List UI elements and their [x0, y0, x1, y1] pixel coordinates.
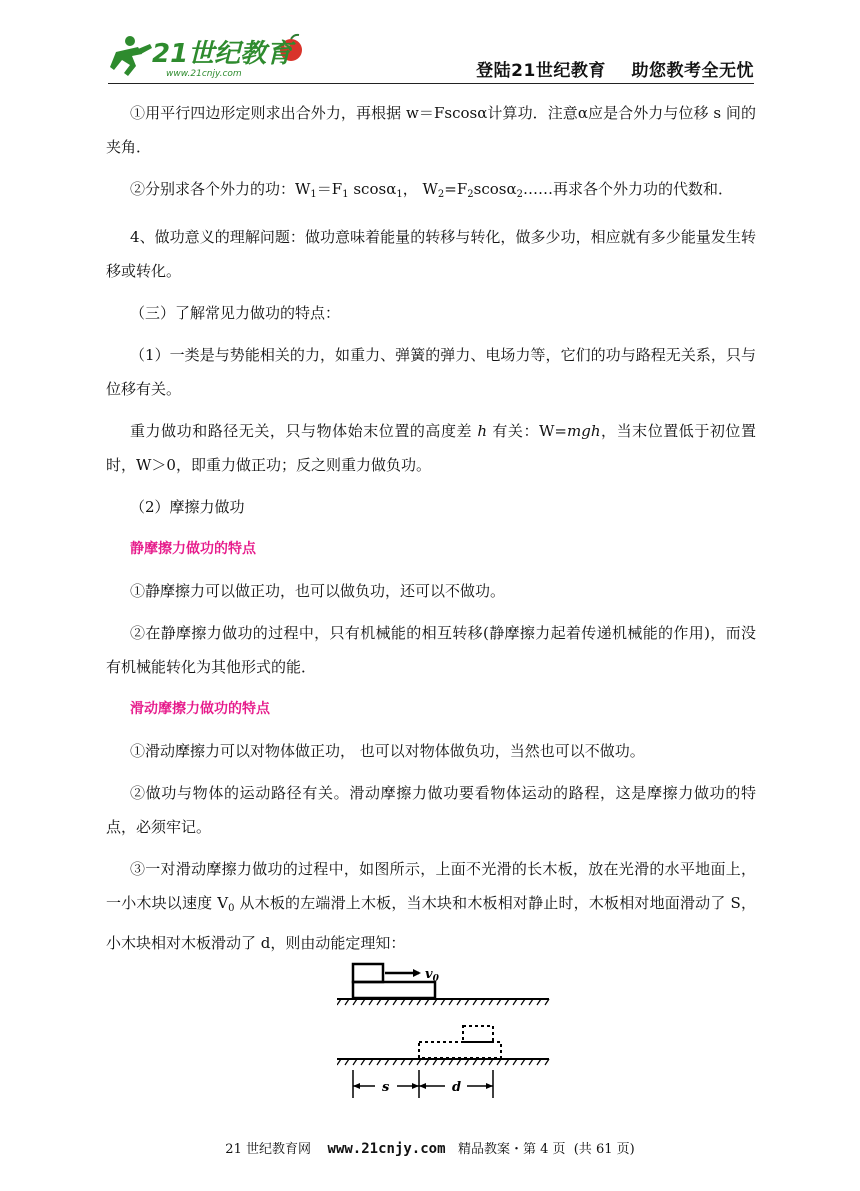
velocity-label: $v_0$	[425, 967, 439, 984]
footer-url[interactable]: www.21cnjy.com	[327, 1141, 446, 1157]
logo-text: 21世纪教育	[152, 39, 293, 69]
paragraph-static-friction-1: ①静摩擦力可以做正功，也可以做负功，还可以不做功。	[130, 582, 506, 600]
heading-static-friction: 静摩擦力做功的特点	[130, 541, 256, 557]
site-logo	[108, 32, 308, 80]
header-divider	[108, 83, 754, 84]
footer-site-name: 21 世纪教育网	[225, 1142, 311, 1157]
board-block-diagram	[337, 958, 553, 1106]
subscript: 2	[467, 189, 474, 200]
arrow-right-icon	[412, 1083, 419, 1089]
text-run: ②分别求各个外力的功：W	[130, 180, 311, 198]
heading-sliding-friction: 滑动摩擦力做功的特点	[130, 701, 270, 717]
arrow-head-icon	[413, 969, 421, 977]
text-run: scosα	[348, 180, 397, 198]
text-run: ……再求各个外力功的代数和．	[522, 180, 733, 198]
header-slogan: 登陆21世纪教育 助您教考全无忧	[476, 61, 754, 81]
subscript: 2	[437, 189, 445, 200]
small-block	[353, 964, 383, 982]
logo-url: www.21cnjy.com	[166, 69, 242, 79]
arrow-right-icon	[486, 1083, 493, 1089]
text-run: ＝F	[316, 180, 343, 198]
paragraph-sliding-friction-1: ①滑动摩擦力可以对物体做正功， 也可以对物体做负功，当然也可以不做功。	[130, 742, 645, 760]
paragraph-sliding-friction-2: ②做功与物体的运动路径有关。滑动摩擦力做功要看物体运动的路程，这是摩擦力做功的特点，必须牢记。	[106, 784, 756, 836]
subscript: 1	[342, 189, 349, 200]
text-run: scosα	[473, 180, 517, 198]
italic-h: h	[477, 422, 488, 440]
paragraph-sum-of-works	[106, 172, 756, 212]
runner-icon	[110, 36, 152, 76]
subsection-friction-work: （2）摩擦力做功	[130, 498, 245, 516]
dimension-lines	[353, 1070, 493, 1098]
page-content	[106, 96, 756, 968]
d-label: d	[452, 1080, 462, 1095]
subscript: 1	[396, 189, 403, 200]
text-run: ，当末位置低于初位置时，W＞0，即重力做正功；反之则重力做负功。	[106, 422, 756, 474]
paragraph-gravity-work	[106, 414, 756, 482]
text-run: ③一对滑动摩擦力做功的过程中，如图所示，上面不光滑的长木板，放在光滑的水平地面上，一小木块以速度 V	[106, 860, 756, 912]
text-run: ， W	[402, 180, 438, 198]
text-run: 重力做功和路径无关，只与物体始末位置的高度差	[130, 422, 478, 440]
long-board	[353, 982, 435, 998]
s-label: s	[382, 1080, 390, 1095]
subscript: 0	[228, 903, 235, 914]
paragraph-static-friction-2: ②在静摩擦力做功的过程中，只有机械能的相互转移(静摩擦力起着传递机械能的作用)，而没有机械能转化为其他形式的能．	[106, 624, 756, 676]
italic-mgh: mgh	[567, 422, 601, 440]
small-block-final	[463, 1026, 493, 1042]
paragraph-resultant-force: ①用平行四边形定则求出合外力，再根据 w＝Fscosα计算功．注意α应是合外力与位移 s 间的夹角．	[106, 104, 756, 156]
text-run: =F	[444, 180, 468, 198]
subscript: 2	[516, 189, 523, 200]
page-header	[108, 32, 754, 84]
text-run: 有关：W=	[487, 422, 567, 440]
footer-page-info: 精品教案・第 4 页 (共 61 页)	[457, 1142, 635, 1157]
arrow-left-icon	[353, 1083, 360, 1089]
long-board-final	[419, 1042, 501, 1058]
text-run: 从木板的左端滑上木板，当木块和木板相对静止时，木板相对地面滑动了 S，小木块相对木板滑动了 d，则由动能定理知：	[106, 894, 756, 952]
paragraph-sliding-friction-3	[106, 852, 756, 960]
paragraph-work-meaning: 4、做功意义的理解问题：做功意味着能量的转移与转化，做多少功，相应就有多少能量发生转移或转化。	[106, 228, 756, 280]
subscript: 1	[310, 189, 317, 200]
arrow-left-icon	[419, 1083, 426, 1089]
section-heading-common-forces: （三）了解常见力做功的特点：	[130, 304, 341, 322]
page-footer	[0, 1138, 860, 1157]
paragraph-conservative-forces: （1）一类是与势能相关的力，如重力、弹簧的弹力、电场力等，它们的功与路程无关系，只与位移有关。	[106, 346, 756, 398]
